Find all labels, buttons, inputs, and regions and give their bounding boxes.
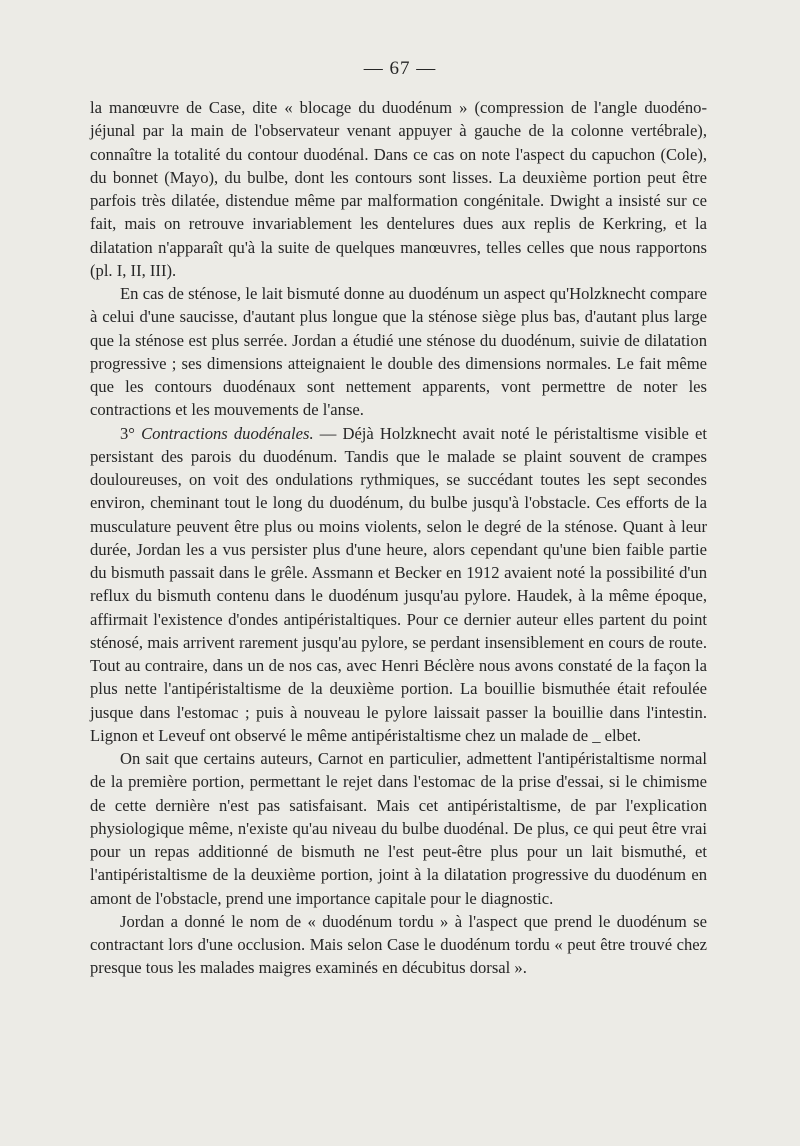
section-heading: Contractions duodénales. <box>141 423 314 443</box>
paragraph-3-text: — Déjà Holzknecht avait noté le péristaltisme visible et persistant des parois du duodénum. Tandis que le malade se plaint souvent de crampes douloureuses, on voit des ondulations rythmiques, se succédant toutes les sept secondes environ, cheminant tout le long du duodénum, du bulbe jusqu'à l'obstacle. Ces efforts de la musculature peuvent être plus ou moins violents, selon le degré de la sténose. Quant à leur durée, Jordan les a vus persister plus d'une heure, alors cependant qu'une bien faible partie du bismuth passait dans le grêle. Assmann et Becker en 1912 avaient noté la possibilité d'un reflux du bismuth contenu dans le duodénum jusqu'au pylore. Haudek, à la même époque, affirmait l'existence d'ondes antipéristaltiques. Pour ce dernier auteur elles partent du point sténosé, mais arrivent rarement jusqu'au pylore, se perdant insensiblement en cours de route. Tout au contraire, dans un de nos cas, avec Henri Béclère nous avons constaté de la façon la plus nette l'antipéristaltisme de la deuxième portion. La bouillie bismuthée était refoulée jusque dans l'estomac ; puis à nouveau le pylore laissait passer la bouillie dans l'intestin. Lignon et Leveuf ont observé le même antipéristaltisme chez un malade de _ elbet. <box>90 423 707 745</box>
body-text <box>90 96 707 980</box>
section-number: 3° <box>120 423 142 443</box>
paragraph-1: la manœuvre de Case, dite « blocage du duodénum » (compression de l'angle duodéno-jéjunal par la main de l'observateur venant appuyer à gauche de la colonne vertébrale), connaître la totalité du contour duodénal. Dans ce cas on note l'aspect du capuchon (Cole), du bonnet (Mayo), du bulbe, dont les contours sont lisses. La deuxième portion peut être parfois très dilatée, distendue même par malformation congénitale. Dwight a insisté sur ce fait, mais on retrouve invariablement les dentelures dues aux replis de Kerkring, et la dilatation n'apparaît qu'à la suite de quelques manœuvres, telles celles que nous rapportons (pl. I, II, III). <box>90 98 707 280</box>
paragraph-4: On sait que certains auteurs, Carnot en particulier, admettent l'antipéristaltisme normal de la première portion, permettant le rejet dans l'estomac de la prise d'essai, si le chimisme de cette dernière n'est pas satisfaisant. Mais cet antipéristaltisme, de par l'explication physiologique même, n'existe qu'au niveau du bulbe duodénal. De plus, ce qui peut être vrai pour un repas additionné de bismuth ne l'est peut-être plus pour un lait bismuthé, et l'antipéristaltisme de la deuxième portion, joint à la dilatation progressive du duodénum en amont de l'obstacle, prend une importance capitale pour le diagnostic. <box>90 749 707 908</box>
paragraph-3 <box>90 422 707 748</box>
paragraph-5: Jordan a donné le nom de « duodénum tordu » à l'aspect que prend le duodénum se contractant lors d'une occlusion. Mais selon Case le duodénum tordu « peut être trouvé chez presque tous les malades maigres examinés en décubitus dorsal ». <box>90 911 707 978</box>
paragraph-2: En cas de sténose, le lait bismuté donne au duodénum un aspect qu'Holzknecht compare à celui d'une saucisse, d'autant plus longue que la sténose siège plus bas, d'autant plus large que la sténose est plus serrée. Jordan a étudié une sténose du duodénum, suivie de dilatation progressive ; ses dimensions atteignaient le double des dimensions normales. Le fait même que les contours duodénaux sont nettement apparents, vont permettre de noter les contractions et les mouvements de l'anse. <box>90 284 707 420</box>
page-number: — 67 — <box>363 58 437 79</box>
